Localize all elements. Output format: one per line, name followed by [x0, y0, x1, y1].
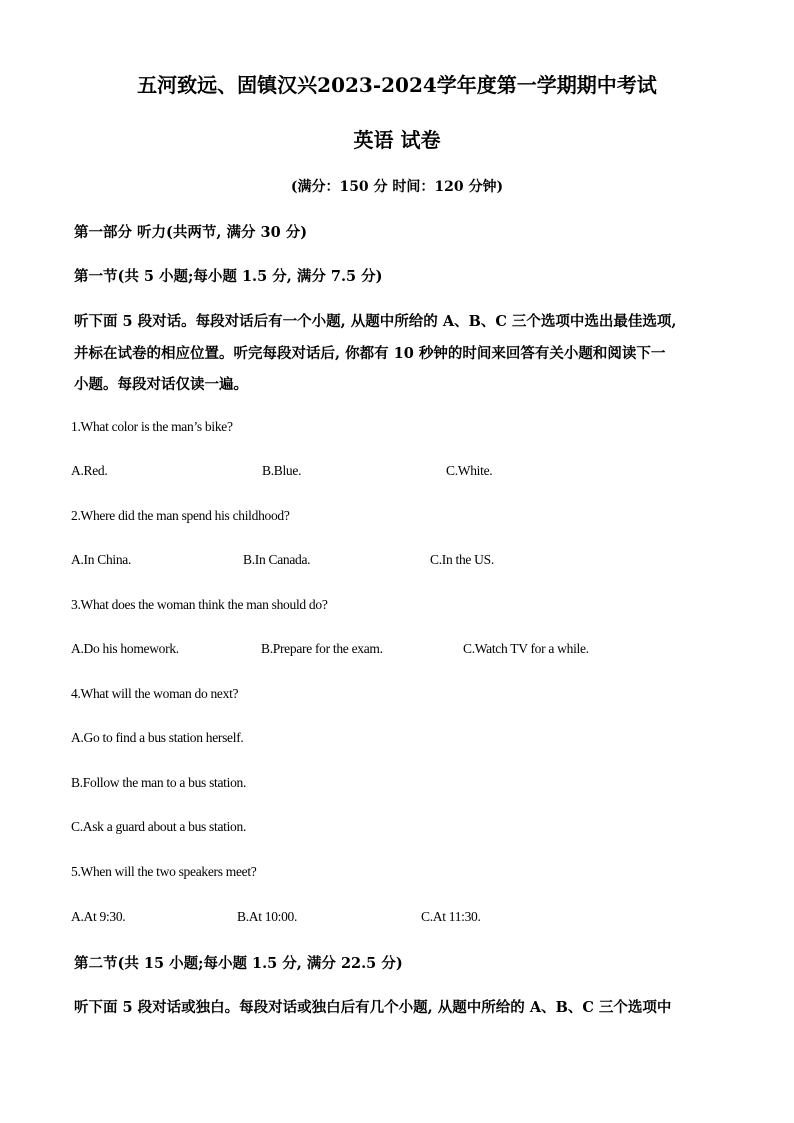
option-a: A.At 9:30. — [71, 909, 126, 924]
section1-heading: 第一节(共 5 小题;每小题 1.5 分, 满分 7.5 分) — [74, 268, 383, 285]
question-stem: 2.Where did the man spend his childhood? — [71, 508, 290, 523]
exam-subtitle: 英语 试卷 — [353, 128, 441, 152]
options-row — [0, 552, 794, 570]
option-b: B.At 10:00. — [237, 909, 298, 924]
option-a: A.In China. — [71, 552, 132, 567]
option-c: C.Watch TV for a while. — [463, 641, 589, 656]
option-c: C.At 11:30. — [421, 909, 481, 924]
options-row — [0, 909, 794, 927]
question-stem: 1.What color is the man’s bike? — [71, 419, 233, 434]
question-stem: 4.What will the woman do next? — [71, 686, 239, 701]
question-stem: 3.What does the woman think the man should do? — [71, 597, 328, 612]
option-b: B.Prepare for the exam. — [261, 641, 383, 656]
exam-title: 五河致远、固镇汉兴2023-2024学年度第一学期期中考试 — [137, 73, 657, 97]
option-b: B.Follow the man to a bus station. — [71, 775, 247, 790]
option-a: A.Do his homework. — [71, 641, 179, 656]
section2-instruction-line: 听下面 5 段对话或独白。每段对话或独白后有几个小题, 从题中所给的 A、B、C 三个选项中 — [74, 999, 672, 1016]
option-c: C.White. — [446, 463, 493, 478]
section2-heading: 第二节(共 15 小题;每小题 1.5 分, 满分 22.5 分) — [74, 955, 403, 972]
options-row — [0, 463, 794, 481]
option-b: B.Blue. — [262, 463, 302, 478]
option-a: A.Red. — [71, 463, 108, 478]
exam-meta: (满分：150 分 时间：120 分钟) — [290, 179, 504, 195]
option-c: C.Ask a guard about a bus station. — [71, 819, 247, 834]
section1-instruction-line: 并标在试卷的相应位置。听完每段对话后, 你都有 10 秒钟的时间来回答有关小题和阅读下一 — [74, 345, 666, 362]
option-a: A.Go to find a bus station herself. — [71, 730, 244, 745]
question-stem: 5.When will the two speakers meet? — [71, 864, 257, 879]
part1-heading: 第一部分 听力(共两节, 满分 30 分) — [74, 224, 308, 241]
option-c: C.In the US. — [430, 552, 494, 567]
section1-instruction-line: 听下面 5 段对话。每段对话后有一个小题, 从题中所给的 A、B、C 三个选项中选出最佳选项, — [74, 313, 677, 330]
options-row — [0, 641, 794, 659]
section1-instruction-line: 小题。每段对话仅读一遍。 — [74, 376, 248, 393]
option-b: B.In Canada. — [243, 552, 311, 567]
